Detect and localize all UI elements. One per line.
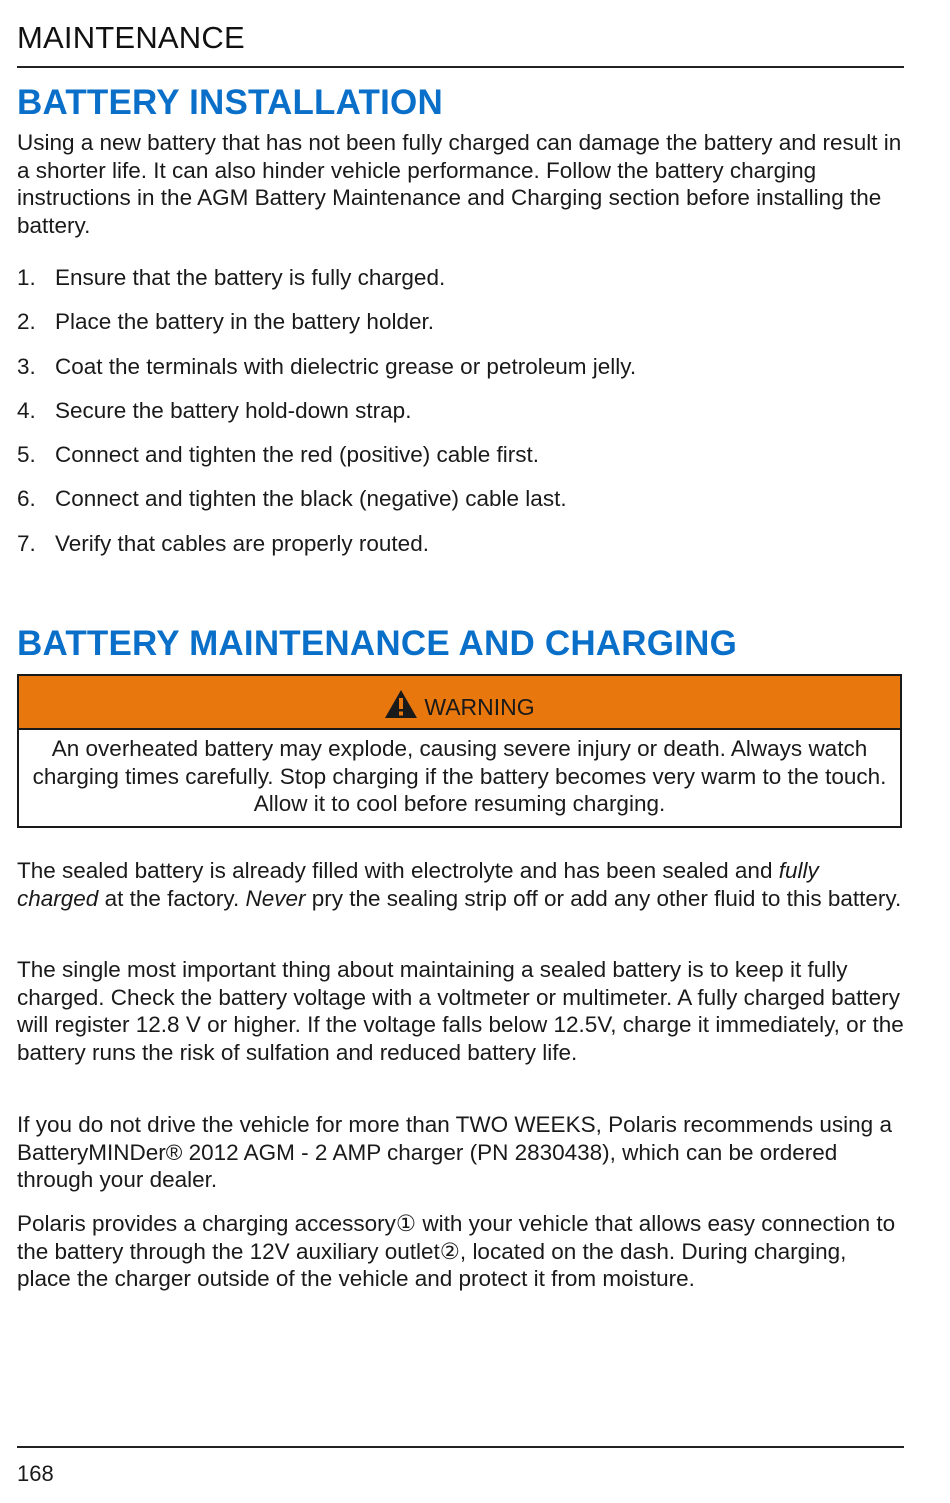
warning-text: An overheated battery may explode, causing severe injury or death. Always watch charging times carefully. Stop charging if the battery becomes very warm to the touch. Allow it to cool before resuming charging.: [32, 736, 887, 816]
step-text: Verify that cables are properly routed.: [55, 530, 429, 556]
installation-intro: Using a new battery that has not been fully charged can damage the battery and result in a shorter life. It can also hinder vehicle performance. Follow the battery charging instructions in the AGM Battery Maintenance and Charging section before installing the battery.: [17, 130, 902, 238]
warning-header: [19, 676, 900, 730]
sealed-battery-paragraph: [17, 857, 904, 912]
step-number: 4.: [17, 397, 36, 423]
page-number: 168: [17, 1461, 54, 1486]
battery-installation-heading: BATTERY INSTALLATION: [17, 83, 443, 122]
section-header: MAINTENANCE: [17, 20, 245, 55]
list-item: [17, 530, 904, 574]
step-text: Ensure that the battery is fully charged.: [55, 265, 446, 290]
warning-box: [17, 674, 902, 828]
charging-accessory-paragraph: Polaris provides a charging accessory① with your vehicle that allows easy connection to the battery through the 12V auxiliary outlet②, located on the dash. During charging, place the charger outside of the vehicle and protect it from moisture.: [17, 1211, 896, 1291]
step-text: Connect and tighten the red (positive) cable first.: [55, 442, 540, 468]
warning-triangle-icon: [384, 689, 418, 719]
installation-steps: [17, 264, 904, 574]
list-item: [17, 485, 904, 529]
step-number: 2.: [17, 309, 36, 335]
header-divider: [17, 66, 904, 68]
list-item: [17, 353, 904, 397]
sealed-text-part: at the factory.: [98, 885, 246, 911]
step-number: 7.: [17, 530, 36, 556]
step-number: 5.: [17, 442, 36, 468]
list-item: [17, 397, 904, 441]
sealed-text-part: pry the sealing strip off or add any other fluid to this battery.: [305, 885, 902, 911]
step-number: 3.: [17, 353, 36, 379]
list-item: [17, 308, 904, 352]
sealed-emphasis: fully charged: [17, 858, 819, 911]
charger-recommendation-paragraph: If you do not drive the vehicle for more than TWO WEEKS, Polaris recommends using a BatteryMINDer® 2012 AGM - 2 AMP charger (PN 2830438), which can be ordered through your dealer.: [17, 1112, 892, 1192]
sealed-text-part: The sealed battery is already filled with electrolyte and has been sealed and: [17, 858, 779, 883]
footer-divider: [17, 1446, 904, 1448]
voltage-paragraph: The single most important thing about maintaining a sealed battery is to keep it fully charged. Check the battery voltage with a voltmeter or multimeter. A fully charged battery will register 12.8 V or higher. If the voltage falls below 12.5V, charge it immediately, or the battery runs the risk of sulfation and reduced battery life.: [17, 957, 904, 1065]
step-number: 1.: [17, 265, 36, 290]
list-item: [17, 264, 904, 308]
list-item: [17, 441, 904, 485]
warning-label: WARNING: [424, 693, 535, 720]
step-text: Connect and tighten the black (negative) cable last.: [55, 486, 567, 512]
step-text: Secure the battery hold-down strap.: [55, 397, 412, 423]
battery-maintenance-heading: BATTERY MAINTENANCE AND CHARGING: [17, 624, 738, 663]
step-text: Coat the terminals with dielectric grease or petroleum jelly.: [55, 353, 637, 379]
step-text: Place the battery in the battery holder.: [55, 309, 434, 335]
sealed-emphasis: Never: [245, 885, 306, 911]
step-number: 6.: [17, 486, 36, 512]
